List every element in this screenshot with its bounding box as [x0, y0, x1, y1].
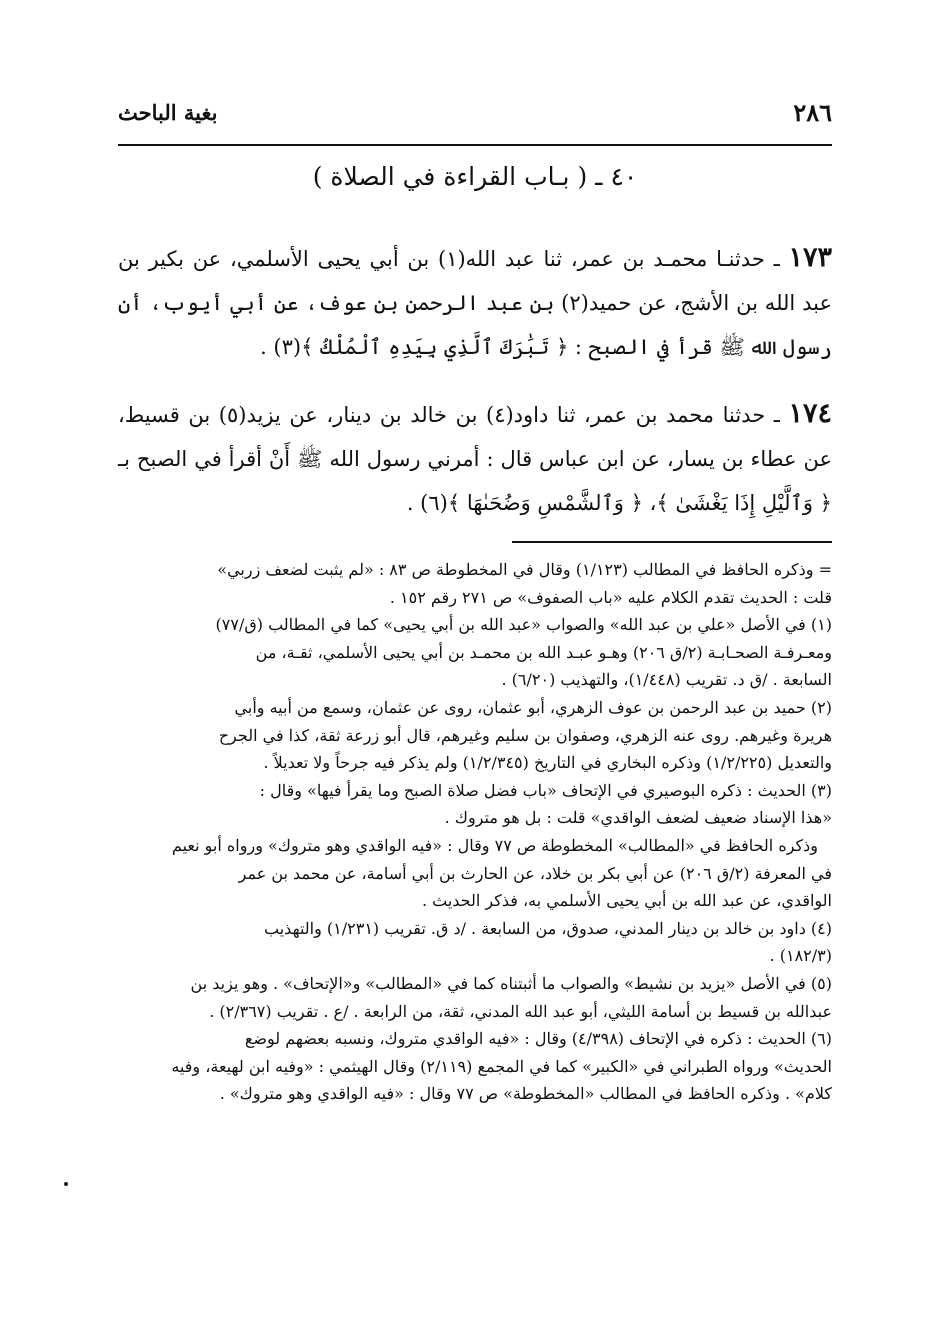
hadith-number: ١٧٤: [788, 398, 832, 429]
footnote-line: هريرة وغيرهم. روى عنه الزهري، وصفوان بن سليم وغيرهم، قال أبو زرعة ثقة، كذا في الجرح: [218, 725, 832, 745]
book-title: بغية الباحث: [118, 99, 218, 125]
footnote-line: (١٨٢/٣) .: [769, 946, 832, 966]
scan-speck: [64, 1182, 68, 1186]
footnote-line: (٤) داود بن خالد بن دينار المدني، صدوق، من السابعة . /د ق. تقريب (١/٢٣١) والتهذيب: [264, 918, 832, 938]
footnote-line: عبدالله بن قسيط بن أسامة الليثي، أبو عبد الله المدني، ثقة، من الرابعة . /ع . تقريب (٢/٣٦٧) .: [209, 1001, 832, 1021]
hadith-text: ـ حدثنـا محمـد بن عمر، ثنا عبد الله(١) بن أبي يحيى الأسلمي، عن بكير بن عبد الله بن الأشج، عن حميد(٢) بن عبد الرحمن بن عوف، عن أبي أيوب، أن رسول الله ﷺ قرأ في الصبح : ﴿ تَبَٰرَكَ ٱلَّذِي بِيَدِهِ ٱلْمُلْكُ ﴾(٣) .: [118, 247, 832, 359]
chapter-title: ٤٠ ـ ( بـاب القراءة في الصلاة ): [312, 162, 638, 191]
footnote-line: (٣) الحديث : ذكره البوصيري في الإتحاف «باب فضل صلاة الصبح وما يقرأ فيها» وقال :: [259, 780, 832, 800]
footnote-line: ومعـرفـة الصحـابـة (٢/ق ٢٠٦) وهـو عبـد الله بن محمـد بن أبي يحيى الأسلمي، ثقـة، من: [255, 642, 832, 662]
footnote-line: في المعرفة (٢/ق ٢٠٦) عن أبي بكر بن خلاد، عن الحارث بن أبي أسامة، عن محمد بن عمر: [238, 863, 832, 883]
hadith-174: [118, 392, 832, 525]
footnotes: [118, 556, 832, 1108]
footnote-line: الواقدي، عن عبد الله بن أبي يحيى الأسلمي به، فذكر الحديث .: [421, 891, 832, 911]
footnote-line: السابعة . /ق د. تقريب (١/٤٤٨)، والتهذيب (٦/٢٠) .: [501, 670, 832, 690]
footnote-line: (٢) حميد بن عبد الرحمن بن عوف الزهري، أبو عثمان، روى عن عثمان، وسمع من أبيه وأبي: [234, 697, 832, 717]
footnote-line: (٥) في الأصل «يزيد بن نشيط» والصواب ما أثبتناه كما في «المطالب» و«الإتحاف» . وهو يزيد بن: [190, 973, 832, 993]
footnote-line: كلام» . وذكره الحافظ في المطالب «المخطوطة» ص ٧٧ وقال : «فيه الواقدي وهو متروك» .: [219, 1084, 832, 1104]
footnote-line: (١) في الأصل «علي بن عبد الله» والصواب «عبد الله بن أبي يحيى» كما في المطالب (ق/٧٧): [215, 615, 832, 635]
footnote-line: (٦) الحديث : ذكره في الإتحاف (٤/٣٩٨) وقال : «فيه الواقدي متروك، ونسبه بعضهم لوضع: [244, 1029, 832, 1049]
footnote-line: = وذكره الحافظ في المطالب (١/١٢٣) وقال في المخطوطة ص ٨٣ : «لم يثبت لضعف زربي»: [217, 560, 832, 579]
hadith-173: [118, 236, 832, 369]
footnote-line: والتعديل (١/٢/٢٢٥) وذكره البخاري في التاريخ (١/٢/٣٤٥) ولم يذكر فيه جرحاً ولا تعديلاً .: [263, 753, 832, 773]
footnote-divider: [512, 541, 832, 543]
footnote-line: وذكره الحافظ في «المطالب» المخطوطة ص ٧٧ وقال : «فيه الواقدي وهو متروك» ورواه أبو نعيم: [171, 835, 818, 855]
footnote-line: الحديث» ورواه الطبراني في «الكبير» كما في المجمع (٢/١١٩) وقال الهيثمي : «وفيه ابن لهيعة، وفيه: [171, 1056, 832, 1076]
footnote-line: قلت : الحديث تقدم الكلام عليه «باب الصفوف» ص ٢٧١ رقم ١٥٢ .: [389, 587, 832, 607]
hadith-number: ١٧٣: [788, 242, 833, 273]
header-divider: [118, 144, 832, 146]
footnote-line: «هذا الإسناد ضعيف لضعف الواقدي» قلت : بل هو متروك .: [444, 808, 832, 828]
hadith-text: ـ حدثنا محمد بن عمر، ثنا داود(٤) بن خالد بن دينار، عن يزيد(٥) بن قسيط، عن عطاء بن يسار، عن ابن عباس قال : أمرني رسول الله ﷺ أَنْ أقرأ في الصبح بـ ﴿ وَٱلَّيْلِ إِذَا يَغْشَىٰ ﴾، ﴿ وَٱلشَّمْسِ وَضُحَىٰهَا ﴾(٦) .: [118, 403, 832, 515]
page-number: ٢٨٦: [793, 97, 832, 127]
page-header: [118, 92, 832, 132]
